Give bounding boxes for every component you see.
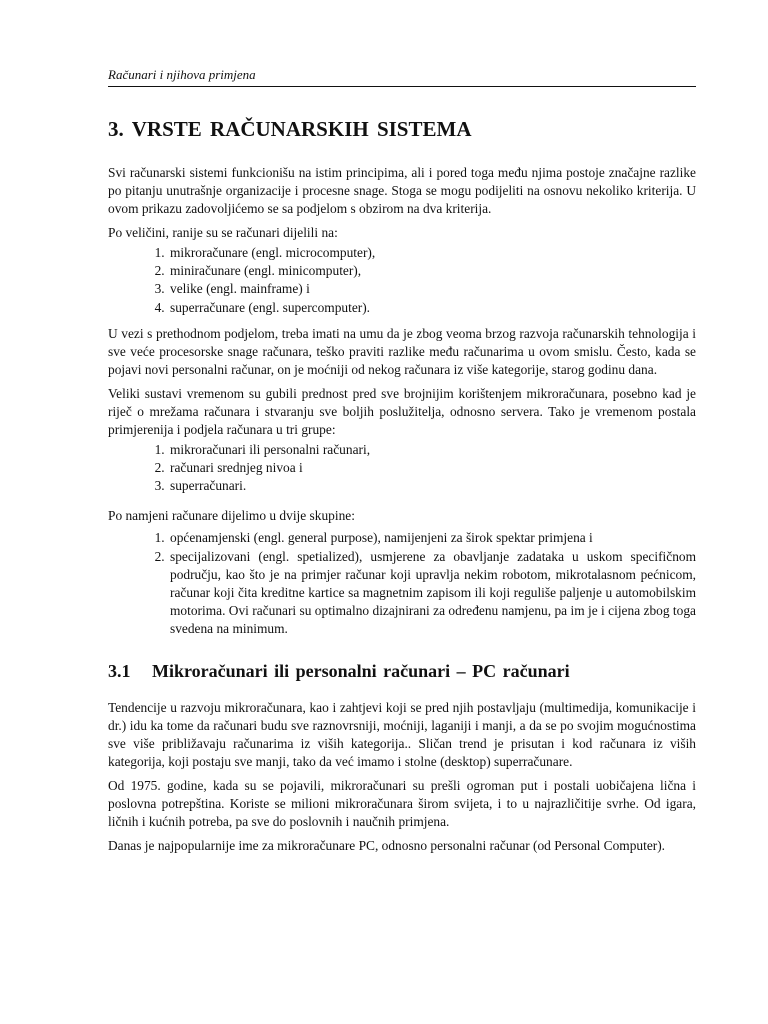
context-paragraph: U vezi s prethodnom podjelom, treba imati na umu da je zbog veoma brzog razvoja računarskih tehnologija i sve veće procesorske snage računara, teško praviti razlike među računarima u ovom smislu. Često, kada se pojavi novi personalni računar, on je moćniji od nekog računara iz više kategorije, starog godinu dana.	[108, 325, 696, 377]
purpose-intro-paragraph: Po namjeni računare dijelimo u dvije skupine:	[108, 508, 355, 524]
document-page	[108, 0, 696, 1024]
running-header: Računari i njihova primjena	[108, 67, 256, 82]
header-rule	[108, 86, 696, 87]
section-paragraph: Od 1975. godine, kada su se pojavili, mikroračunari su prešli ogroman put i postali uobičajena lična i poslovna potrepština. Koriste se milioni mikroračunara širom svijeta, i to u najrazličitije svrhe. Od igara, ličnih i kućnih potreba, pa sve do poslovnih i naučnih primjena.	[108, 777, 696, 829]
list-item: 3. superračunari.	[168, 477, 696, 495]
list-item: 1. općenamjenski (engl. general purpose), namijenjeni za širok spektar primjena i	[168, 529, 696, 547]
list-item: 1. mikroračunare (engl. microcomputer),	[168, 244, 696, 262]
size-intro-paragraph: Po veličini, ranije su se računari dijelili na:	[108, 225, 338, 240]
section-number: 3.1	[108, 660, 131, 681]
list-item: 4. superračunare (engl. supercomputer).	[168, 299, 696, 317]
evolution-paragraph: Veliki sustavi vremenom su gubili prednost pred sve brojnijim korištenjem mikroračunara, posebno kad je riječ o mrežama računara i stvaranju sve boljih poslužitelja, odnosno servera. Tako je vremenom postala primjerenija i podjela računara u tri grupe:	[108, 385, 696, 437]
chapter-title: VRSTE RAČUNARSKIH SISTEMA	[131, 117, 472, 141]
list-item: 3. velike (engl. mainframe) i	[168, 280, 696, 298]
three-groups-list	[108, 441, 696, 496]
chapter-heading	[108, 114, 696, 144]
intro-paragraph: Svi računarski sistemi funkcionišu na istim principima, ali i pored toga među njima postoje značajne razlike po pitanju unutrašnje organizacije i procesne snage. Stoga se mogu podijeliti na osnovu nekoliko kriterija. U ovom prikazu zadovoljićemo se sa podjelom s obzirom na dva kriterija.	[108, 165, 696, 216]
list-item: 2. računari srednjeg nivoa i	[168, 459, 696, 477]
chapter-number: 3.	[108, 117, 124, 141]
list-item: 1. mikroračunari ili personalni računari,	[168, 441, 696, 459]
section-heading	[108, 659, 696, 683]
list-item: 2. miniračunare (engl. minicomputer),	[168, 262, 696, 280]
section-paragraph: Tendencije u razvoju mikroračunara, kao i zahtjevi koji se pred njih postavljaju (multimedija, komunikacije i dr.) idu ka tome da računari budu sve raznovrsniji, moćniji, laganiji i manji, a da se po svojim mogućnostima sve više približavaju računarima iz viših kategorija.. Sličan trend je prisutan i kod računara iz viših kategorija, koji postaju sve manji, tako da već imamo i stolne (desktop) superračunare.	[108, 699, 696, 769]
purpose-classes-list	[108, 529, 696, 638]
section-title: Mikroračunari ili personalni računari – PC računari	[152, 660, 570, 681]
section-paragraph: Danas je najpopularnije ime za mikroračunare PC, odnosno personalni računar (od Personal Computer).	[108, 837, 666, 853]
list-item: 2. specijalizovani (engl. spetialized), usmjerene za obavljanje zadataka u uskom specifičnom području, kao što je na primjer računar koji upravlja nekim robotom, mikrotalasnom pećnicom, računar koji čita kreditne kartice sa magnetnim zapisom ili koji reguliše paljenje u automobilskim motorima. Ovi računari su optimalno dizajnirani za određenu namjenu, pa im je i cijena zbog toga svedena na minimum.	[168, 548, 696, 639]
size-classes-list	[108, 244, 696, 317]
page-body	[108, 114, 696, 861]
